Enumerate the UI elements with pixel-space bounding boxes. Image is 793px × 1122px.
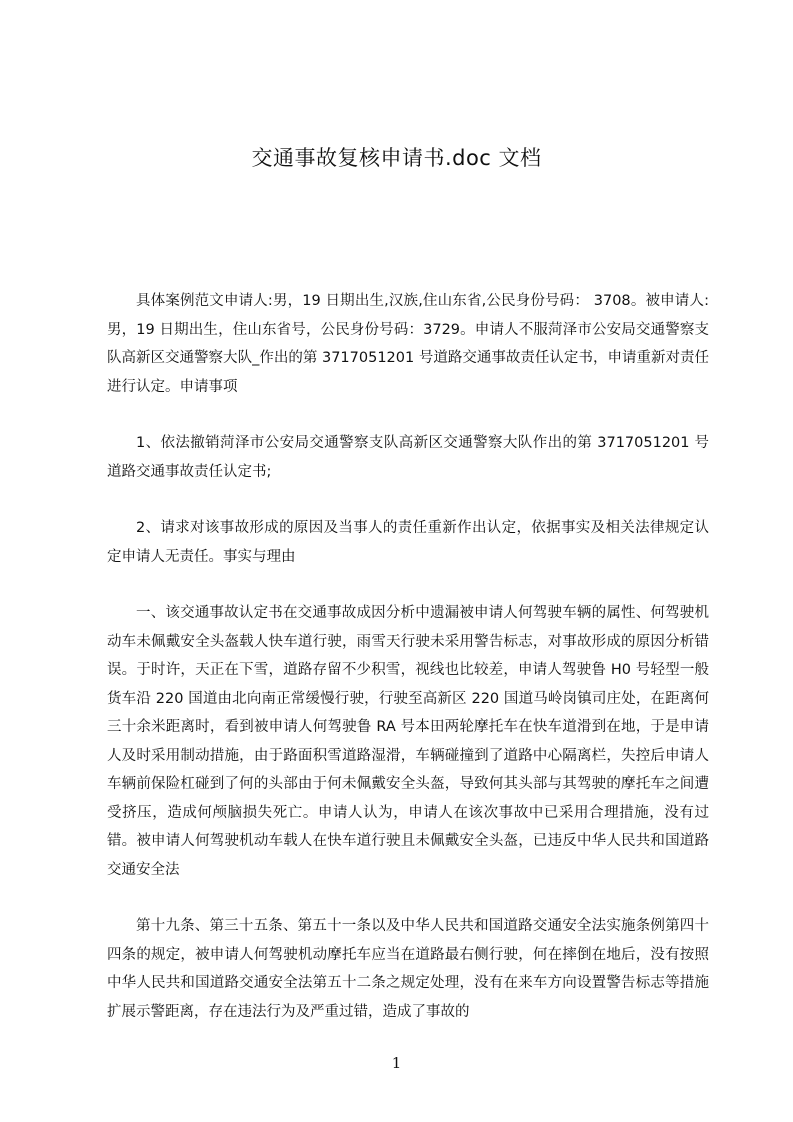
- paragraph-request-item-1: 1、依法撤销菏泽市公安局交通警察支队高新区交通警察大队作出的第 3717051201 号道路交通事故责任认定书;: [107, 435, 709, 480]
- paragraph-case-intro: 具体案例范文申请人:男，19 日期出生,汉族,住山东省,公民身份号码： 3708。被申请人:男，19 日期出生，住山东省号，公民身份号码：3729。申请人不服菏泽市公安局交通警察支队高新区交通警察大队_作出的第 3717051201 号道路交通事故责任认定书，申请重新对责任进行认定。申请事项: [107, 293, 709, 395]
- paragraph-facts-reason-1: 一、该交通事故认定书在交通事故成因分析中遗漏被申请人何驾驶车辆的属性、何驾驶机动车未佩戴安全头盔载人快车道行驶，雨雪天行驶未采用警告标志，对事故形成的原因分析错误。于时许，天正在下雪，道路存留不少积雪，视线也比较差，申请人驾驶鲁 H0 号轻型一般货车沿 220 国道由北向南正常缓慢行驶，行驶至高新区 220 国道马岭岗镇司庄处，在距离何三十余米距离时，看到被申请人何驾驶鲁 RA 号本田两轮摩托车在快车道滑到在地，于是申请人及时采用制动措施，由于路面积雪道路湿滑，车辆碰撞到了道路中心隔离栏，失控后申请人车辆前保险杠碰到了何的头部由于何未佩戴安全头盔，导致何其头部与其驾驶的摩托车之间遭受挤压，造成何颅脑损失死亡。申请人认为，申请人在该次事故中已采用合理措施，没有过错。被申请人何驾驶机动车载人在快车道行驶且未佩戴安全头盔，已违反中华人民共和国道路交通安全法: [107, 605, 709, 878]
- paragraph-request-item-2: 2、请求对该事故形成的原因及当事人的责任重新作出认定，依据事实及相关法律规定认定申请人无责任。事实与理由: [107, 520, 709, 565]
- page-number: 1: [391, 1054, 402, 1072]
- document-title: 交通事故复核申请书.doc 文档: [251, 146, 542, 170]
- paragraph-facts-reason-2: 第十九条、第三十五条、第五十一条以及中华人民共和国道路交通安全法实施条例第四十四条的规定，被申请人何驾驶机动摩托车应当在道路最右侧行驶，何在摔倒在地后，没有按照中华人民共和国道路交通安全法第五十二条之规定处理，没有在来车方向设置警告标志等措施扩展示警距离，存在违法行为及严重过错，造成了事故的: [107, 918, 709, 1020]
- document-body: [107, 287, 709, 1054]
